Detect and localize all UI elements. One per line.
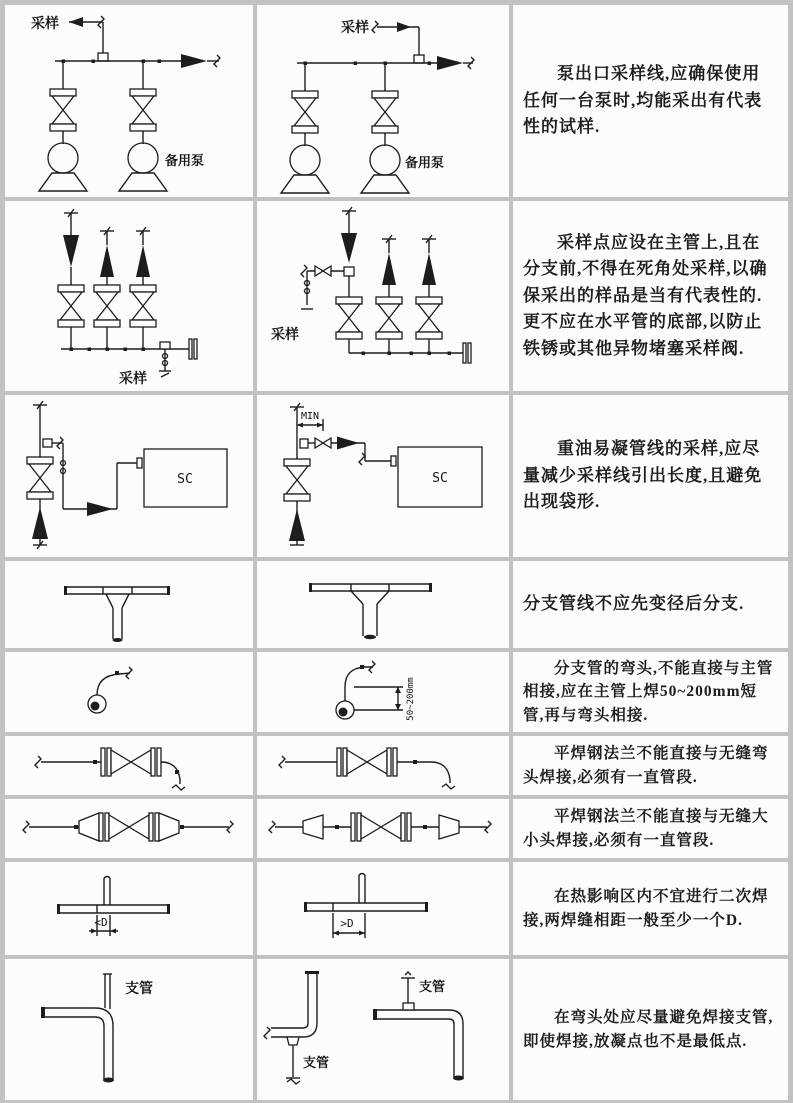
sampling-label: 采样 [119,372,147,387]
reducer-icon [303,815,323,839]
elbow-pipe [41,1007,114,1083]
weld-spacing-ok-diagram [257,862,509,955]
straight-segment-then-elbow [397,760,455,789]
valve-icon [376,297,402,339]
pump-2-branch [361,63,409,193]
sampling-line-with-pocket [43,437,142,516]
main-pipe-section-icon [336,701,354,719]
tee-branch [351,591,389,639]
branch-stub [104,877,110,906]
guideline-note: 在弯头处应尽量避免焊接支管,即使焊接,放凝点也不是最低点. [523,1009,774,1050]
flow-arrow-icon [32,507,48,539]
branch-3 [130,227,156,349]
sc-label: SC [177,472,193,487]
short-sampling-line [300,437,396,467]
flanged-valve-icon [101,748,161,776]
sc-box [398,447,482,507]
row5-right-diagram [257,652,509,732]
row1-note-cell [513,5,788,197]
guideline-note: 在热影响区内不宜进行二次焊接,两焊缝相距一般至少一个D. [523,888,769,929]
row1-left-diagram [5,5,253,197]
row8-left-diagram [5,862,253,955]
flow-arrow-icon [63,235,79,267]
sc-label: SC [432,471,448,486]
blind-flange-icon [463,343,471,363]
flange-elbow-direct-diagram [5,736,253,795]
valve-icon [416,297,442,339]
weld-gap-label: <D [94,916,108,929]
branch-on-elbow-wrong-diagram [5,959,253,1100]
row5-note-cell [513,652,788,732]
sampling-label: 采样 [341,21,369,36]
row4-left-diagram [5,561,253,648]
pump-icon [119,143,167,191]
pump-2-branch [119,61,167,191]
branch-1 [336,207,362,353]
flanged-valve-icon [99,813,159,841]
min-label: MIN [300,411,320,422]
row7-right-diagram [257,799,509,858]
sc-sampling-wrong-diagram [5,395,253,557]
pump-sampling-wrong-diagram [5,5,253,197]
row4-right-diagram [257,561,509,648]
branch-pipe-below [286,1037,300,1084]
main-line [55,54,220,68]
pump-icon [361,145,409,193]
pump-sampling-correct-diagram [257,5,509,197]
header-line [61,339,197,359]
branch-away-from-elbow-correct-diagram [257,959,509,1100]
weld-spacing-too-close-diagram [5,862,253,955]
blind-flange-icon [189,339,197,359]
main-vertical-line [284,403,310,545]
short-pipe-and-elbow [345,661,375,701]
main-pipe-section-icon [88,695,106,713]
valve-icon [292,91,318,133]
valve-icon [336,297,362,339]
elbow-with-short-pipe-diagram [257,652,509,732]
dimension-lt-d [89,915,118,936]
flow-arrow-icon [100,245,114,277]
branch-pipe-label: 支管 [125,982,153,997]
flow-arrow-icon [289,509,305,541]
reducer-icon [79,813,99,841]
flow-arrow-icon [382,253,396,285]
elbow-direct-on-main-diagram [5,652,253,732]
branch-pipe-label: 支管 [419,979,446,994]
valve-icon [27,457,53,499]
flange-reducer-direct-diagram [5,799,253,858]
row3-note-cell [513,395,788,557]
flow-arrow-icon [181,54,207,68]
guideline-note: 采样点应设在主管上,且在分支前,不得在死角处采样,以确保采出的样品是当有代表性的.更不应在水平管的底部,以防止铁锈或其他异物堵塞采样阀. [523,233,768,358]
flow-arrow-icon [69,17,83,27]
elbow-direct [161,762,185,790]
pump-icon [281,145,329,193]
branch-elbow [97,667,132,695]
flow-arrow-icon [422,253,436,285]
branch-2 [376,235,402,353]
flow-arrow-icon [397,22,411,32]
sc-box [144,449,227,507]
flanged-valve-icon [351,813,411,841]
weld-gap-label: >D [340,917,354,930]
row6-left-diagram [5,736,253,795]
standby-pump-label: 备用泵 [405,155,445,170]
flow-arrow-icon [437,56,463,70]
valve-icon [58,285,84,327]
header-sampling-wrong-diagram [5,201,253,391]
pump-1-branch [281,63,329,193]
row7-left-diagram [5,799,253,858]
branch-stub [359,874,365,904]
main-pipe [64,586,170,595]
short-pipe-dim-label: 50~200mm [406,677,416,721]
standby-pump-label: 备用泵 [165,153,205,168]
sc-sampling-correct-diagram [257,395,509,557]
reducer-then-branch [106,594,129,642]
flanged-valve-icon [337,748,397,776]
guideline-note: 重油易凝管线的采样,应尽量减少采样线引出长度,且避免出现袋形. [523,439,763,512]
dimension-gt-d [333,913,365,938]
main-pipe [304,902,428,912]
valve-icon [130,285,156,327]
row2-note-cell [513,201,788,391]
guideline-note: 分支管线不应先变径后分支. [523,594,745,614]
branch-2 [94,227,120,349]
small-valve-icon [315,438,331,448]
row9-note-cell [513,959,788,1100]
row8-note-cell [513,862,788,955]
sampling-tap [31,15,108,61]
elbow-down-pipe [373,1009,464,1081]
reducer-icon [439,815,459,839]
guideline-note: 平焊钢法兰不能直接与无缝大小头焊接,必须有一直管段. [523,808,769,849]
row6-note-cell [513,736,788,795]
branch-1 [58,209,84,349]
row9-left-diagram [5,959,253,1100]
sampling-label: 采样 [31,17,59,32]
elbow-up-pipe [264,971,319,1039]
dimension-50-200 [354,677,416,720]
valve-icon [94,285,120,327]
main-pipe [309,583,432,592]
valve-icon [50,89,76,131]
valve-icon [130,89,156,131]
min-dimension [297,411,323,431]
flow-arrow-icon [341,233,357,263]
pump-1-branch [39,61,87,191]
row3-left-diagram [5,395,253,557]
header-sampling-correct-diagram [257,201,509,391]
flow-arrow-icon [337,437,359,450]
small-valve-icon [315,266,331,276]
reduce-before-branch-diagram [5,561,253,648]
row7-note-cell [513,799,788,858]
valve-icon [284,459,310,501]
row1-right-diagram [257,5,509,197]
branch-pipe-label: 支管 [303,1055,330,1070]
guideline-note: 泵出口采样线,应确保使用任何一台泵时,均能采出有代表性的试样. [523,64,763,137]
branch-before-reduce-diagram [257,561,509,648]
pump-icon [39,143,87,191]
guideline-note: 分支管的弯头,不能直接与主管相接,应在主管上焊50~200mm短管,再与弯头相接. [523,660,774,724]
main-pipe [57,904,170,914]
branch-3 [416,235,442,353]
row9-right-diagram [257,959,509,1100]
sampling-label: 采样 [271,328,299,343]
sampling-branch [271,265,344,343]
header-line [349,343,471,363]
row6-right-diagram [257,736,509,795]
branch-pipe-on-elbow [103,974,112,1009]
flange-straight-then-elbow-diagram [257,736,509,795]
flow-arrow-icon [87,502,113,516]
reducer-icon [159,813,179,841]
row4-note-cell [513,561,788,648]
row2-left-diagram [5,201,253,391]
row3-right-diagram [257,395,509,557]
row5-left-diagram [5,652,253,732]
branch-pipe-on-top [401,972,415,1010]
flange-straight-then-reducer-diagram [257,799,509,858]
flow-arrow-icon [136,245,150,277]
sampling-tap [341,19,424,63]
row2-right-diagram [257,201,509,391]
guideline-note: 平焊钢法兰不能直接与无缝弯头焊接,必须有一直管段. [523,745,769,786]
valve-icon [372,91,398,133]
main-vertical-line [27,401,53,549]
row8-right-diagram [257,862,509,955]
